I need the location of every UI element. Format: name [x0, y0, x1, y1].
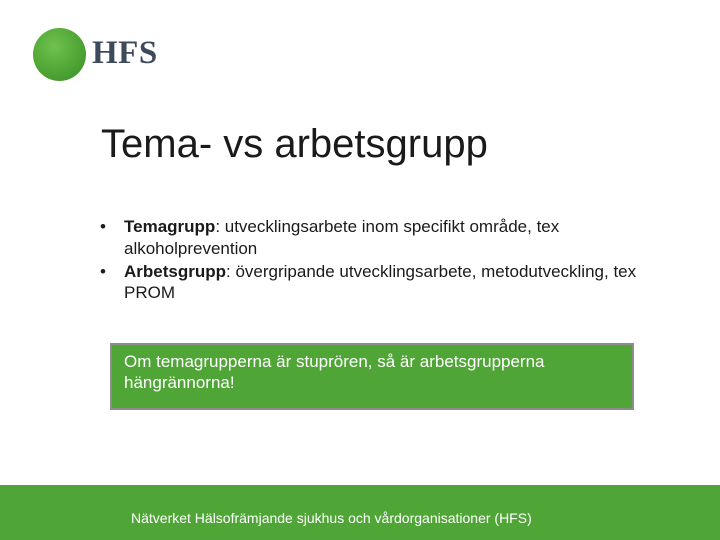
footer-text: Nätverket Hälsofrämjande sjukhus och vårdorganisationer (HFS) — [131, 510, 532, 526]
hfs-logo — [33, 27, 173, 83]
bullet-term: Temagrupp — [124, 217, 216, 236]
bullet-term: Arbetsgrupp — [124, 261, 226, 281]
footer-bar — [0, 485, 720, 540]
bullet-dot-icon: • — [100, 261, 106, 281]
bullet-item-temagrupp — [96, 216, 656, 259]
logo-circle-icon — [33, 28, 86, 81]
bullet-dot-icon: • — [100, 217, 106, 236]
callout-text: Om temagrupperna är stuprören, så är arbetsgrupperna hängrännorna! — [124, 352, 545, 392]
bullet-list — [96, 216, 656, 305]
bullet-text: : övergripande utvecklingsarbete, metodutveckling, tex PROM — [124, 261, 637, 302]
bullet-text: : utvecklingsarbete inom specifikt område, tex alkoholprevention — [124, 217, 560, 258]
logo-text: HFS — [92, 35, 158, 71]
slide-title: Tema- vs arbetsgrupp — [101, 122, 488, 166]
bullet-item-arbetsgrupp — [96, 261, 656, 304]
callout-box — [110, 343, 634, 410]
